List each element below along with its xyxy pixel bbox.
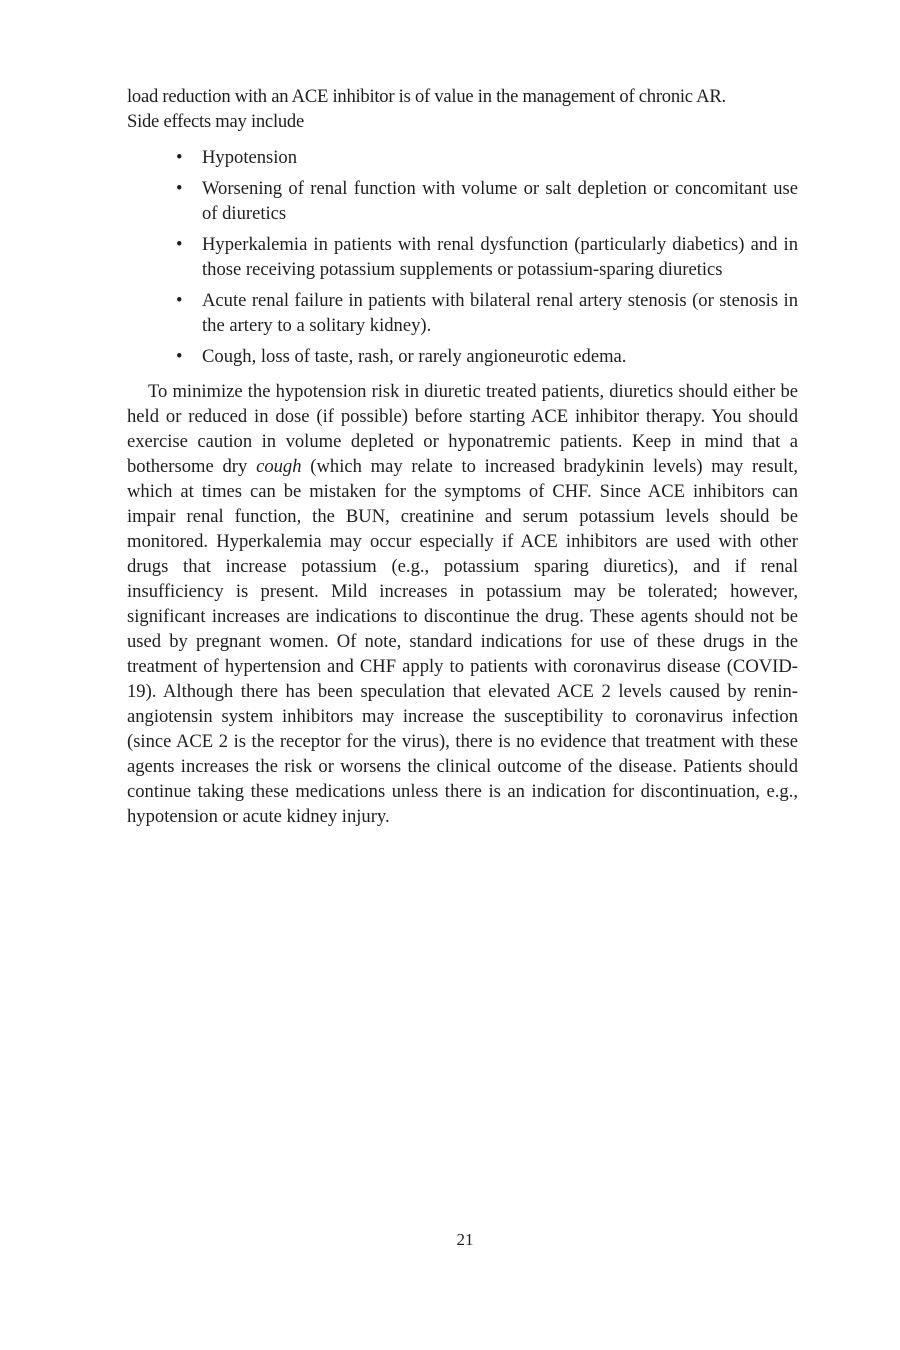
paragraph-text-end: (which may relate to increased bradykinin levels) may result, which at times can be mistaken for the symptoms of CHF. Since ACE inhibitors can impair renal function, the BUN, creatinine and serum potassium levels should be monitored. Hyperkalemia may occur especially if ACE inhibitors are used with other drugs that increase potassium (e.g., potassium sparing diuretics), and if renal insufficiency is present. Mild increases in potassium may be tolerated; however, significant increases are indications to discontinue the drug. These agents should not be used by pregnant women. Of note, standard indications for use of these drugs in the treatment of hypertension and CHF apply to patients with coronavirus disease (COVID-19). Although there has been speculation that elevated ACE 2 levels caused by renin-angiotensin system inhibitors may increase the susceptibility to coronavirus infection (since ACE 2 is the receptor for the virus), there is no evidence that treatment with these agents increases the risk or worsens the clinical outcome of the disease. Patients should continue taking these medications unless there is an indication for discontinuation, e.g., hypotension or acute kidney injury. <box>127 456 799 827</box>
list-item <box>176 288 798 338</box>
paragraph-text-start: To minimize the hypotension risk in diuretic treated patients, diuretics should either be held or reduced in dose (if possible) before starting ACE inhibitor therapy. You should exercise caution in volume depleted or hyponatremic patients. Keep in mind that a bothersome dry <box>127 381 798 477</box>
bullet-icon: • <box>176 290 183 311</box>
list-item <box>176 176 798 226</box>
list-item <box>176 232 798 282</box>
list-item-text: Worsening of renal function with volume or salt depletion or concomitant use of diuretics <box>202 178 798 224</box>
list-item <box>176 344 798 369</box>
intro-line-2: Side effects may include <box>127 111 304 132</box>
body-paragraph <box>127 379 798 829</box>
italic-term: cough <box>256 456 302 477</box>
bullet-icon: • <box>176 147 183 168</box>
intro-paragraph <box>127 84 798 134</box>
bullet-icon: • <box>176 234 183 255</box>
list-item-text: Cough, loss of taste, rash, or rarely angioneurotic edema. <box>202 346 627 367</box>
intro-line-1: load reduction with an ACE inhibitor is of value in the management of chronic AR. <box>127 86 726 107</box>
page-number: 21 <box>456 1230 474 1249</box>
bullet-icon: • <box>176 178 183 199</box>
list-item-text: Hyperkalemia in patients with renal dysfunction (particularly diabetics) and in those receiving potassium supplements or potassium-sparing diuretics <box>202 234 798 280</box>
list-item <box>176 145 798 170</box>
list-item-text: Hypotension <box>202 147 298 168</box>
list-item-text: Acute renal failure in patients with bilateral renal artery stenosis (or stenosis in the artery to a solitary kidney). <box>202 290 798 336</box>
page-body <box>127 84 798 829</box>
bullet-icon: • <box>176 346 183 367</box>
side-effects-list <box>127 145 798 369</box>
